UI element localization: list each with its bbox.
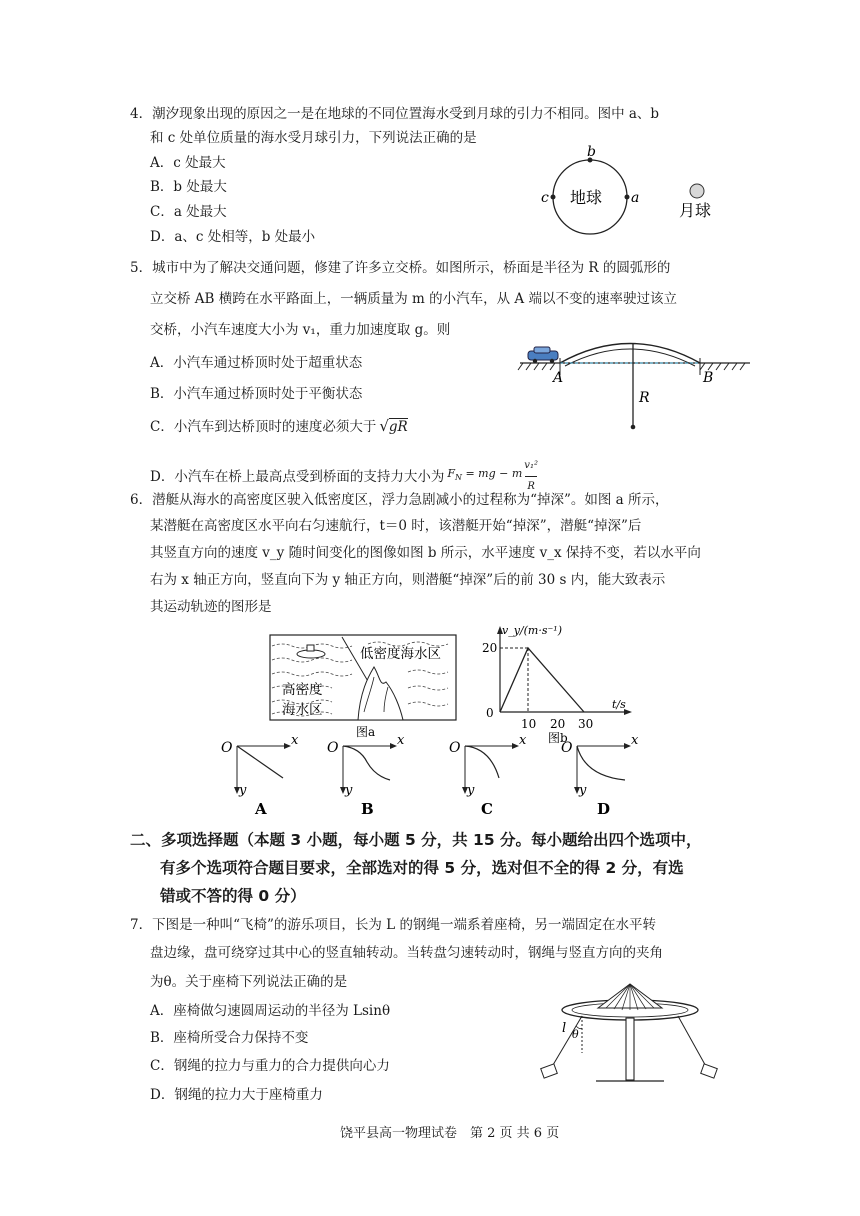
radius-label: R [639, 390, 650, 406]
choice-d-label: D [597, 800, 611, 818]
q7-stem-line1: 7．下图是一种叫“飞椅”的游乐项目，长为 L 的钢绳一端系着座椅，另一端固定在水平转 [130, 917, 656, 933]
q7-option-a: A．座椅做匀速圆周运动的半径为 Lsinθ [150, 1003, 391, 1019]
q7-option-b: B．座椅所受合力保持不变 [150, 1030, 309, 1046]
q6-stem-line2: 某潜艇在高密度区水平向右匀速航行，t＝0 时，该潜艇开始“掉深”，潜艇“掉深”后 [150, 518, 642, 534]
choice-a-graph [221, 733, 299, 818]
earth-moon-diagram [535, 140, 745, 240]
q4-option-a: A．c 处最大 [150, 155, 226, 171]
choice-c-label: C [481, 800, 493, 818]
high-density-label-1: 高密度 [282, 682, 323, 698]
choice-d-graph [561, 733, 639, 818]
svg-text:O: O [221, 740, 233, 756]
section2-heading-line2: 有多个选项符合题目要求，全部选对的得 5 分，选对但不全的得 2 分，有选 [160, 859, 684, 877]
q4-option-c: C．a 处最大 [150, 204, 227, 220]
q5-option-a: A．小汽车通过桥顶时处于超重状态 [150, 355, 363, 371]
low-density-label: 低密度海水区 [360, 646, 441, 662]
q6-stem-line1: 6．潜艇从海水的高密度区驶入低密度区，浮力急剧减小的过程称为“掉深”。如图 a 所示， [130, 492, 669, 508]
q5-option-b: B．小汽车通过桥顶时处于平衡状态 [150, 386, 363, 402]
bridge-end-b: B [703, 370, 714, 386]
q4-option-d: D．a、c 处相等，b 处最小 [150, 229, 316, 245]
vy-axis-label: v_y/(m·s⁻¹) [502, 624, 563, 637]
choice-c-graph [449, 733, 527, 818]
svg-text:O: O [561, 740, 573, 756]
x-tick-10: 10 [521, 717, 537, 731]
choice-b-graph [327, 733, 405, 818]
angle-theta-label: θ [572, 1028, 579, 1041]
q4-option-b: B．b 处最大 [150, 179, 227, 195]
figure-b-caption: 图b [548, 731, 568, 745]
figure-a-caption: 图a [356, 725, 376, 739]
origin-label: 0 [486, 706, 494, 720]
point-a-label: a [631, 190, 640, 206]
moon-label: 月球 [679, 201, 712, 220]
svg-text:y: y [579, 783, 587, 798]
sqrt-gR: gR [388, 419, 408, 435]
flying-chair-diagram [530, 978, 730, 1090]
choice-b-label: B [361, 800, 374, 818]
svg-text:y: y [467, 783, 475, 798]
q4-stem-line2: 和 c 处单位质量的海水受月球引力，下列说法正确的是 [150, 130, 477, 146]
page-footer: 饶平县高一物理试卷 第 2 页 共 6 页 [340, 1126, 560, 1141]
y-tick-20: 20 [482, 641, 498, 655]
point-b-label: b [587, 144, 596, 160]
svg-text:y: y [345, 783, 353, 798]
x-tick-20: 20 [550, 717, 566, 731]
q5-option-d: D．小汽车在桥上最高点受到桥面的支持力大小为 $F_N$ = mg − m v₁² R [150, 456, 538, 497]
q7-option-c: C．钢绳的拉力与重力的合力提供向心力 [150, 1058, 390, 1074]
trajectory-choices [215, 732, 639, 822]
svg-text:x: x [519, 733, 527, 748]
q6-stem-line5: 其运动轨迹的图形是 [150, 599, 272, 615]
svg-text:O: O [449, 740, 461, 756]
support-force-formula: $F_N$ = mg − m [447, 467, 523, 483]
earth-label: 地球 [570, 188, 603, 207]
q5-stem-line3: 交桥，小汽车速度大小为 v₁，重力加速度取 g。则 [150, 322, 451, 338]
svg-text:x: x [291, 733, 299, 748]
q7-stem-line3: 为θ。关于座椅下列说法正确的是 [150, 974, 348, 990]
bridge-end-a: A [553, 370, 564, 386]
q6-stem-line3: 其竖直方向的速度 v_y 随时间变化的图像如图 b 所示，水平速度 v_x 保持不变，若以水平向 [150, 545, 701, 561]
q5-option-c: C．小汽车到达桥顶时的速度必须大于 √gR [150, 417, 408, 435]
point-c-label: c [541, 190, 549, 206]
svg-text:x: x [397, 733, 405, 748]
t-axis-label: t/s [612, 698, 626, 711]
q7-stem-line2: 盘边缘，盘可绕穿过其中心的竖直轴转动。当转盘匀速转动时，钢绳与竖直方向的夹角 [150, 945, 663, 961]
rope-length-label: l [562, 1021, 567, 1036]
q7-option-d: D．钢绳的拉力大于座椅重力 [150, 1087, 323, 1103]
figure-a-submarine [268, 632, 463, 742]
svg-text:O: O [327, 740, 339, 756]
section2-heading-line3: 错或不答的得 0 分） [160, 887, 306, 905]
overpass-diagram [515, 330, 755, 440]
q6-stem-line4: 右为 x 轴正方向，竖直向下为 y 轴正方向，则潜艇“掉深”后的前 30 s 内，能大致表示 [150, 572, 666, 588]
choice-a-label: A [255, 800, 267, 818]
q5-stem-line1: 5．城市中为了解决交通问题，修建了许多立交桥。如图所示，桥面是半径为 R 的圆弧形的 [130, 260, 671, 276]
section2-heading-line1: 二、多项选择题（本题 3 小题，每小题 5 分，共 15 分。每小题给出四个选项中， [130, 831, 702, 849]
high-density-label-2: 海水区 [282, 702, 323, 718]
x-tick-30: 30 [578, 717, 594, 731]
q5-stem-line2: 立交桥 AB 横跨在水平路面上，一辆质量为 m 的小汽车，从 A 端以不变的速率驶过该立 [150, 291, 677, 307]
svg-text:y: y [239, 783, 247, 798]
figure-b-vy-t-graph [478, 618, 638, 746]
q4-stem-line1: 4．潮汐现象出现的原因之一是在地球的不同位置海水受到月球的引力不相同。图中 a、b [130, 106, 660, 122]
svg-text:x: x [631, 733, 639, 748]
